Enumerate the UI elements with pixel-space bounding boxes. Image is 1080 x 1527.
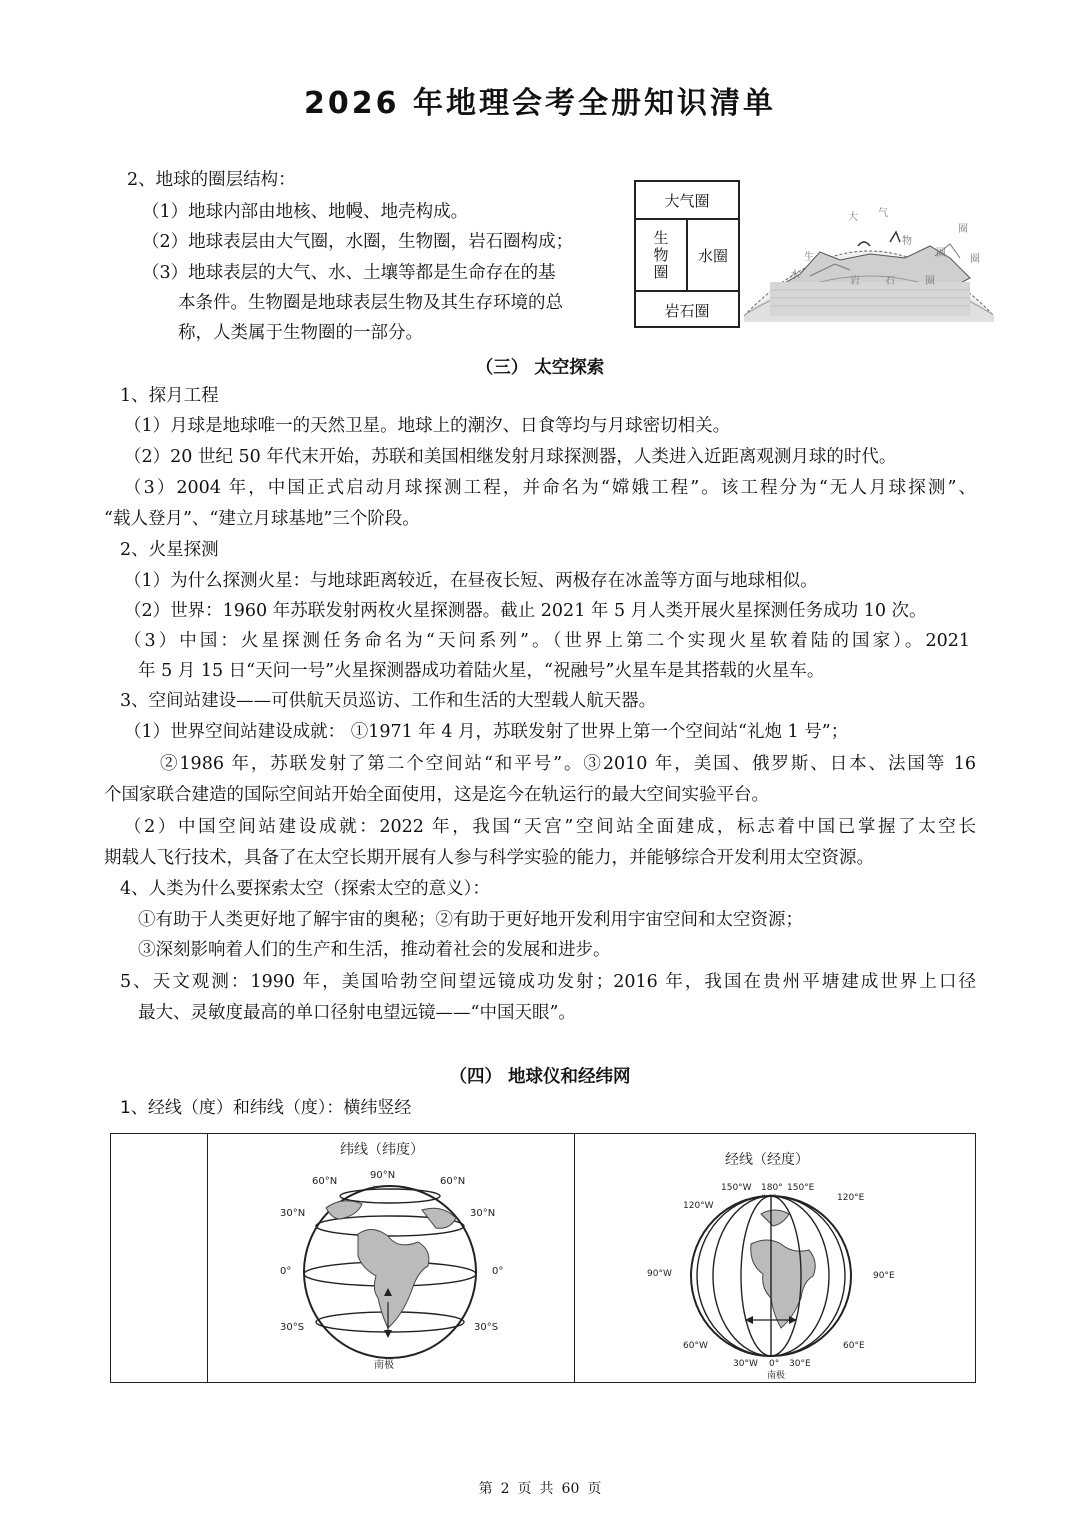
why-line2: ③深刻影响着人们的生产和生活，推动着社会的发展和进步。 bbox=[138, 940, 611, 960]
moon-title: 1、探月工程 bbox=[120, 386, 219, 406]
illus-char: 气 bbox=[878, 208, 888, 219]
label-90N: 90°N bbox=[370, 1170, 396, 1181]
moon-p2: （2）20 世纪 50 年代末开始，苏联和美国相继发射月球探测器，人类进入近距离观测月球的时代。 bbox=[124, 447, 897, 467]
illus-char: 圈 bbox=[936, 248, 946, 259]
illus-char: 物 bbox=[902, 236, 912, 247]
globe-subheading: 1、经线（度）和纬线（度）：横纬竖经 bbox=[120, 1098, 412, 1118]
label-150E: 150°E bbox=[787, 1183, 815, 1193]
why-line1: ①有助于人类更好地了解宇宙的奥秘；②有助于更好地开发利用宇宙空间和太空资源； bbox=[138, 910, 803, 930]
table-empty-cell bbox=[111, 1134, 208, 1383]
hydrosphere-cell: 水圈 bbox=[697, 246, 728, 265]
latitude-title: 纬线（纬度） bbox=[340, 1142, 424, 1158]
section-heading-space: （三） 太空探索 bbox=[475, 358, 605, 378]
label-south-pole: 南极 bbox=[767, 1371, 786, 1381]
lithosphere-cell: 岩石圈 bbox=[636, 290, 738, 328]
page-footer bbox=[0, 1478, 1080, 1498]
label-0-left: 0° bbox=[280, 1266, 292, 1277]
footer-text: 页 bbox=[517, 1481, 532, 1497]
section-heading-globe: （四） 地球仪和经纬网 bbox=[449, 1067, 631, 1087]
label-60N-left: 60°N bbox=[312, 1176, 338, 1187]
station-title: 3、空间站建设——可供航天员巡访、工作和生活的大型载人航天器。 bbox=[120, 691, 657, 711]
layer-structure-diagram bbox=[634, 180, 740, 328]
astro-line1: 5、天文观测：1990 年，美国哈勃空间望远镜成功发射；2016 年，我国在贵州平塘建成世界上口径 bbox=[120, 972, 976, 992]
why-title: 4、人类为什么要探索太空（探索太空的意义）： bbox=[120, 879, 490, 899]
label-0-right: 0° bbox=[492, 1266, 504, 1277]
mars-p2: （2）世界：1960 年苏联发射两枚火星探测器。截止 2021 年 5 月人类开展火星探测任务成功 10 次。 bbox=[124, 601, 927, 621]
illus-char: 石 bbox=[885, 276, 895, 287]
footer-text: 页 bbox=[587, 1481, 602, 1497]
footer-text: 共 bbox=[539, 1481, 554, 1497]
longitude-cell bbox=[575, 1134, 976, 1383]
label-30S-right: 30°S bbox=[474, 1322, 499, 1333]
page-title: 2026 年地理会考全册知识清单 bbox=[304, 86, 776, 121]
label-30S-left: 30°S bbox=[280, 1322, 305, 1333]
station-p2-line2: 期载人飞行技术，具备了在太空长期开展有人参与科学实验的能力，并能够综合开发利用太空资源。 bbox=[104, 848, 874, 868]
mars-p3-line1: （3）中国：火星探测任务命名为“天问系列”。（世界上第二个实现火星软着陆的国家）。2021 bbox=[124, 631, 970, 651]
label-south-pole: 南极 bbox=[374, 1360, 394, 1371]
illus-char: 圈 bbox=[925, 276, 935, 287]
longitude-title: 经线（经度） bbox=[725, 1152, 809, 1168]
label-0: 0° bbox=[769, 1359, 780, 1369]
illus-char: 生 bbox=[804, 252, 814, 263]
earth-layers-illustration bbox=[740, 186, 998, 322]
label-120E: 120°E bbox=[837, 1193, 865, 1203]
latitude-globe-diagram bbox=[208, 1134, 574, 1382]
label-60N-right: 60°N bbox=[440, 1176, 466, 1187]
station-p1-line2: ②1986 年，苏联发射了第二个空间站“和平号”。③2010 年，美国、俄罗斯、日本、法国等 16 bbox=[160, 754, 976, 774]
sphere-item-3: （3）地球表层的大气、水、土壤等都是生命存在的基 bbox=[142, 263, 556, 283]
mars-p1: （1）为什么探测火星：与地球距离较近，在昼夜长短、两极存在冰盖等方面与地球相似。 bbox=[124, 571, 818, 591]
sphere-item-1: （1）地球内部由地核、地幔、地壳构成。 bbox=[142, 202, 469, 222]
footer-page-number: 2 bbox=[500, 1481, 510, 1497]
illus-char: 水 bbox=[790, 270, 800, 281]
sphere-item-3-cont2: 称，人类属于生物圈的一部分。 bbox=[178, 323, 423, 343]
atmosphere-cell: 大气圈 bbox=[636, 182, 738, 220]
label-120W: 120°W bbox=[683, 1201, 714, 1211]
label-60W: 60°W bbox=[683, 1341, 708, 1351]
sphere-item-3-cont1: 本条件。生物圈是地球表层生物及其生存环境的总 bbox=[178, 293, 563, 313]
label-90W: 90°W bbox=[647, 1269, 672, 1279]
moon-p3-line2: “载人登月”、“建立月球基地”三个阶段。 bbox=[104, 509, 420, 529]
longitude-globe-diagram bbox=[575, 1134, 975, 1382]
illus-char: 圈 bbox=[958, 224, 968, 235]
label-180: 180° bbox=[761, 1183, 783, 1193]
station-p1-line3: 个国家联合建造的国际空间站开始全面使用，这是迄今在轨运行的最大空间实验平台。 bbox=[104, 785, 769, 805]
footer-total-pages: 60 bbox=[561, 1481, 580, 1497]
label-30N-right: 30°N bbox=[470, 1208, 496, 1219]
illus-char: 大 bbox=[848, 212, 858, 223]
label-150W: 150°W bbox=[721, 1183, 752, 1193]
mars-title: 2、火星探测 bbox=[120, 540, 219, 560]
station-p2-line1: （2）中国空间站建设成就：2022 年，我国“天宫”空间站全面建成，标志着中国已掌握了太空长 bbox=[124, 817, 976, 837]
station-p1-line1: （1）世界空间站建设成就： ①1971 年 4 月，苏联发射了世界上第一个空间站“礼炮 1 号”； bbox=[124, 722, 849, 742]
label-90E: 90°E bbox=[873, 1271, 895, 1281]
astro-line2: 最大、灵敏度最高的单口径射电望远镜——“中国天眼”。 bbox=[138, 1003, 576, 1023]
illus-char: 圈 bbox=[970, 254, 980, 265]
sphere-item-2: （2）地球表层由大气圈，水圈，生物圈，岩石圈构成； bbox=[142, 232, 574, 252]
label-30W: 30°W bbox=[733, 1359, 758, 1369]
moon-p3-line1: （3）2004 年，中国正式启动月球探测工程，并命名为“嫦娥工程”。该工程分为“无人月球探测”、 bbox=[124, 478, 976, 498]
biosphere-cell: 生物圈 bbox=[636, 220, 688, 290]
label-30N-left: 30°N bbox=[280, 1208, 306, 1219]
globe-table bbox=[110, 1133, 976, 1383]
moon-p1: （1）月球是地球唯一的天然卫星。地球上的潮汐、日食等均与月球密切相关。 bbox=[124, 416, 731, 436]
label-30E: 30°E bbox=[789, 1359, 811, 1369]
mars-p3-line2: 年 5 月 15 日“天问一号”火星探测器成功着陆火星，“祝融号”火星车是其搭载的火星车。 bbox=[138, 661, 825, 681]
illus-char: 岩 bbox=[850, 276, 860, 287]
sphere-heading: 2、地球的圈层结构： bbox=[127, 170, 296, 190]
label-60E: 60°E bbox=[843, 1341, 865, 1351]
footer-text: 第 bbox=[478, 1481, 493, 1497]
latitude-cell bbox=[208, 1134, 575, 1383]
